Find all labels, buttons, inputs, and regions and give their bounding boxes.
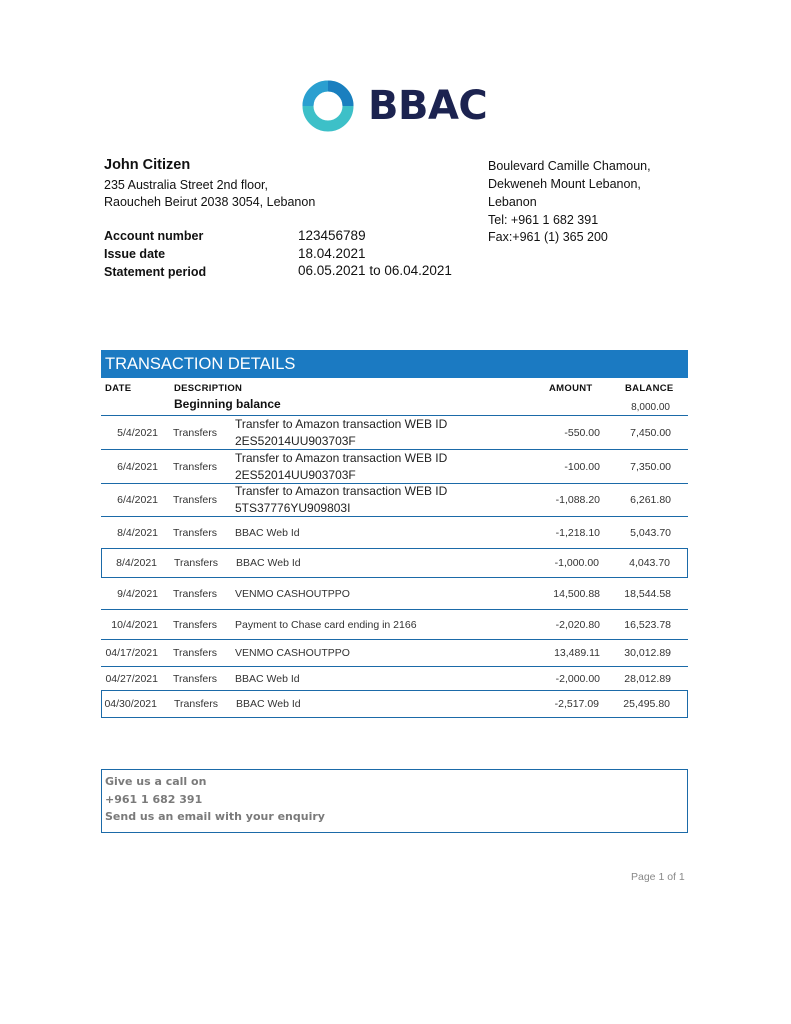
- issue-date-value: 18.04.2021: [298, 246, 366, 261]
- column-amount: AMOUNT: [549, 383, 593, 394]
- row-balance: 25,495.80: [623, 698, 670, 710]
- column-description: DESCRIPTION: [174, 383, 243, 394]
- row-balance: 28,012.89: [624, 672, 671, 685]
- bank-tel: Tel: +961 1 682 391: [488, 213, 599, 227]
- issue-date-label: Issue date: [104, 247, 166, 261]
- row-balance: 4,043.70: [629, 557, 670, 569]
- row-type: Transfers: [173, 526, 217, 539]
- row-balance: 6,261.80: [630, 494, 671, 506]
- row-type: Transfers: [173, 647, 217, 659]
- row-type: Transfers: [173, 426, 217, 439]
- row-type: Transfers: [173, 618, 217, 631]
- row-date: 8/4/2021: [116, 557, 157, 569]
- row-type: Transfers: [173, 494, 217, 506]
- page-number: Page 1 of 1: [631, 871, 685, 883]
- row-date: 6/4/2021: [117, 494, 158, 506]
- table-row: [101, 578, 688, 609]
- row-amount: -100.00: [564, 460, 600, 473]
- row-date: 04/27/2021: [105, 672, 158, 685]
- statement-period-value: 06.05.2021 to 06.04.2021: [298, 263, 452, 278]
- table-row: [101, 516, 688, 548]
- row-description: BBAC Web Id: [236, 698, 301, 710]
- row-description: BBAC Web Id: [235, 672, 300, 685]
- row-amount: -1,000.00: [554, 557, 599, 569]
- row-date: 9/4/2021: [117, 587, 158, 600]
- row-balance: 30,012.89: [624, 647, 671, 659]
- row-balance: 7,450.00: [630, 426, 671, 439]
- table-row: [101, 548, 688, 578]
- row-date: 8/4/2021: [117, 526, 158, 539]
- row-balance: 16,523.78: [624, 618, 671, 631]
- row-balance: 18,544.58: [624, 587, 671, 600]
- row-description: Transfer to Amazon transaction WEB ID 5TS37776YU909803I: [235, 484, 448, 515]
- row-description: Transfer to Amazon transaction WEB ID 2ES52014UU903703F: [235, 450, 448, 482]
- beginning-balance-value: 8,000.00: [631, 402, 670, 413]
- row-date: 5/4/2021: [117, 426, 158, 439]
- bank-fax: Fax:+961 (1) 365 200: [488, 230, 608, 244]
- row-date: 04/30/2021: [104, 698, 157, 710]
- table-row: [101, 483, 688, 516]
- row-type: Transfers: [174, 698, 218, 710]
- customer-address-line1: 235 Australia Street 2nd floor,: [104, 178, 268, 192]
- logo-wordmark: BBAC: [368, 83, 488, 129]
- contact-call-label: Give us a call on: [105, 775, 207, 788]
- row-description: VENMO CASHOUTPPO: [235, 647, 350, 659]
- table-row: [101, 639, 688, 666]
- contact-phone[interactable]: +961 1 682 391: [105, 792, 203, 806]
- row-date: 10/4/2021: [111, 618, 158, 631]
- row-description: BBAC Web Id: [235, 526, 300, 539]
- row-type: Transfers: [173, 672, 217, 685]
- row-description: Payment to Chase card ending in 2166: [235, 618, 417, 631]
- column-balance: BALANCE: [625, 383, 674, 394]
- contact-email-label[interactable]: Send us an email with your enquiry: [105, 810, 325, 823]
- statement-period-label: Statement period: [104, 265, 207, 279]
- bank-address-line2: Dekweneh Mount Lebanon,: [488, 177, 641, 191]
- account-number-value: 123456789: [298, 228, 366, 243]
- contact-box: [101, 769, 688, 833]
- table-row: [101, 415, 688, 449]
- table-row: [101, 449, 688, 483]
- row-amount: 14,500.88: [553, 587, 600, 600]
- beginning-balance-label: Beginning balance: [174, 397, 281, 411]
- row-balance: 7,350.00: [630, 460, 671, 473]
- bank-address-line1: Boulevard Camille Chamoun,: [488, 159, 651, 173]
- transaction-details-header: TRANSACTION DETAILS: [101, 350, 688, 378]
- row-amount: -550.00: [564, 426, 600, 439]
- row-amount: -2,020.80: [555, 618, 600, 631]
- row-date: 6/4/2021: [117, 460, 158, 473]
- row-date: 04/17/2021: [105, 647, 158, 659]
- table-row: [101, 609, 688, 639]
- table-row: [101, 690, 688, 718]
- row-type: Transfers: [173, 460, 217, 473]
- bbac-logo: [302, 80, 487, 132]
- table-row: [101, 666, 688, 690]
- row-description: BBAC Web Id: [236, 557, 301, 569]
- row-description: Transfer to Amazon transaction WEB ID 2ES52014UU903703F: [235, 416, 448, 448]
- row-amount: -1,088.20: [555, 494, 600, 506]
- row-amount: -2,000.00: [555, 672, 600, 685]
- column-date: DATE: [105, 383, 132, 394]
- row-type: Transfers: [173, 587, 217, 600]
- customer-address-line2: Raoucheh Beirut 2038 3054, Lebanon: [104, 195, 316, 209]
- row-description: VENMO CASHOUTPPO: [235, 587, 350, 600]
- row-balance: 5,043.70: [630, 526, 671, 539]
- row-amount: -1,218.10: [555, 526, 600, 539]
- bbac-ring-icon: [302, 80, 354, 132]
- row-amount: -2,517.09: [554, 698, 599, 710]
- row-amount: 13,489.11: [554, 647, 600, 659]
- customer-name: John Citizen: [104, 157, 191, 173]
- bank-address-line3: Lebanon: [488, 195, 537, 209]
- row-type: Transfers: [174, 557, 218, 569]
- account-number-label: Account number: [104, 229, 204, 243]
